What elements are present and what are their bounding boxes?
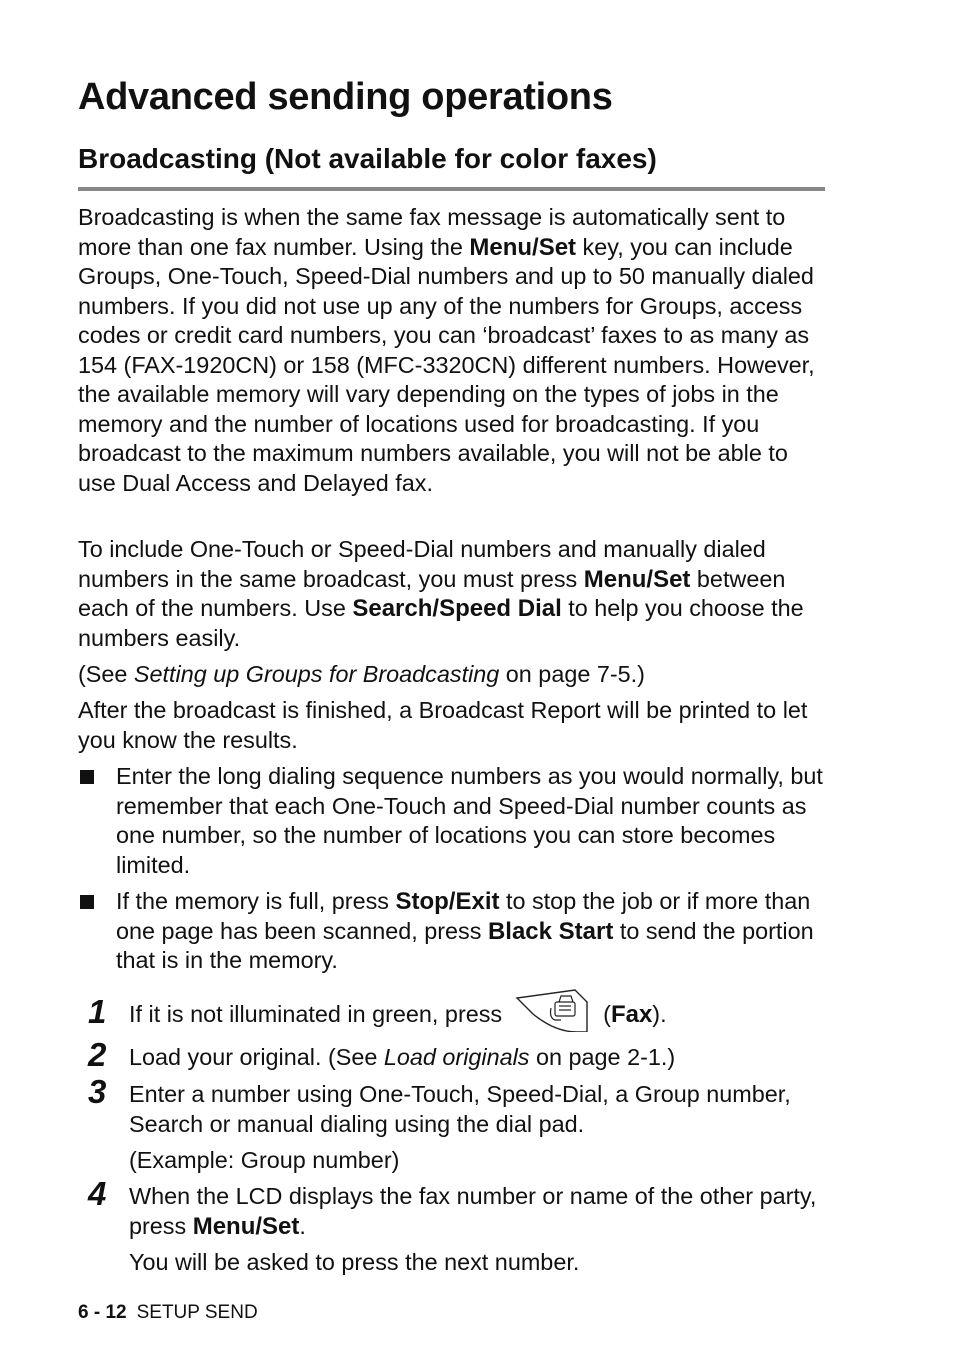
step-number: 4 (88, 1175, 107, 1212)
text-run: on page 7-5.) (499, 661, 645, 687)
paragraph-intro (78, 203, 826, 498)
step-number: 3 (88, 1073, 107, 1110)
section-title: Broadcasting (Not available for color faxes) (78, 143, 657, 174)
step-text (129, 1182, 829, 1241)
text-run: Load your original. (See (129, 1044, 384, 1070)
step-text (129, 1043, 829, 1073)
text-run: to help you choose the numbers easily. (78, 595, 804, 651)
text-run: to send the portion that is in the memory. (116, 917, 814, 973)
step-note: You will be asked to press the next number. (129, 1249, 580, 1275)
text-run: between each of the numbers. Use (78, 565, 786, 621)
text-run: To include One-Touch or Speed-Dial numbers and manually dialed numbers in the same broadcast, you must press (78, 536, 766, 592)
key-name: Search/Speed Dial (352, 595, 562, 622)
paragraph-report: After the broadcast is finished, a Broadcast Report will be printed to let you know the results. (78, 697, 808, 753)
step-number: 2 (88, 1036, 107, 1073)
step-text (129, 1000, 829, 1032)
text-run: If the memory is full, press (116, 888, 396, 914)
key-name: Fax (610, 1001, 653, 1029)
text-run: (See (78, 661, 134, 687)
text-run: . (299, 1212, 306, 1239)
key-name: Stop/Exit (395, 888, 500, 915)
bullet-item (116, 887, 826, 976)
paragraph-see-also (78, 660, 826, 690)
text-run: to stop the job or if more than one page has been scanned, press (116, 888, 811, 944)
key-name: Black Start (487, 917, 614, 945)
step-note: (Example: Group number) (129, 1147, 400, 1173)
key-name: Menu/Set (469, 233, 577, 261)
text-run: on page 2-1.) (529, 1044, 676, 1070)
paragraph-include (78, 535, 826, 653)
step-number: 1 (88, 993, 107, 1030)
bullet-marker (80, 770, 94, 784)
bullet-item: Enter the long dialing sequence numbers as you would normally, but remember that each One-Touch and Speed-Dial number counts as one number, so the number of locations you can store becomes limited. (116, 763, 823, 878)
section-rule (78, 187, 825, 191)
text-run: If it is not illuminated in green, press (129, 1001, 509, 1028)
step-text: Enter a number using One-Touch, Speed-Dial, a Group number, Search or manual dialing using the dial pad. (129, 1081, 791, 1137)
page-footer (78, 1302, 258, 1324)
cross-reference: Load originals (383, 1044, 530, 1070)
key-name: Menu/Set (192, 1212, 300, 1240)
text-run: ( (596, 1001, 611, 1028)
text-run: ). (652, 1001, 667, 1028)
chapter-name: SETUP SEND (136, 1302, 258, 1323)
text-run: key, you can include Groups, One-Touch, Speed-Dial numbers and up to 50 manually dialed numbers. If you did not use up any of the numbers for Groups, access codes or credit card numbers, you can ‘broadcast’ faxes to as many as 154 (FAX-1920CN) or 158 (MFC-3320CN) different numbers. However, the available memory will vary depending on the types of jobs in the memory and the number of locations used for broadcasting. If you broadcast to the maximum numbers available, you will not be able to use Dual Access and Delayed fax. (78, 233, 815, 496)
page-title: Advanced sending operations (78, 76, 613, 118)
text-run: Broadcasting is when the same fax message is automatically sent to more than one fax number. Using the (78, 204, 786, 260)
page-number: 6 - 12 (78, 1302, 127, 1323)
bullet-marker (80, 895, 94, 909)
key-name: Menu/Set (583, 565, 691, 593)
cross-reference: Setting up Groups for Broadcasting (133, 661, 500, 687)
fax-key-icon (515, 988, 591, 1032)
text-run: When the LCD displays the fax number or name of the other party, press (129, 1183, 817, 1239)
